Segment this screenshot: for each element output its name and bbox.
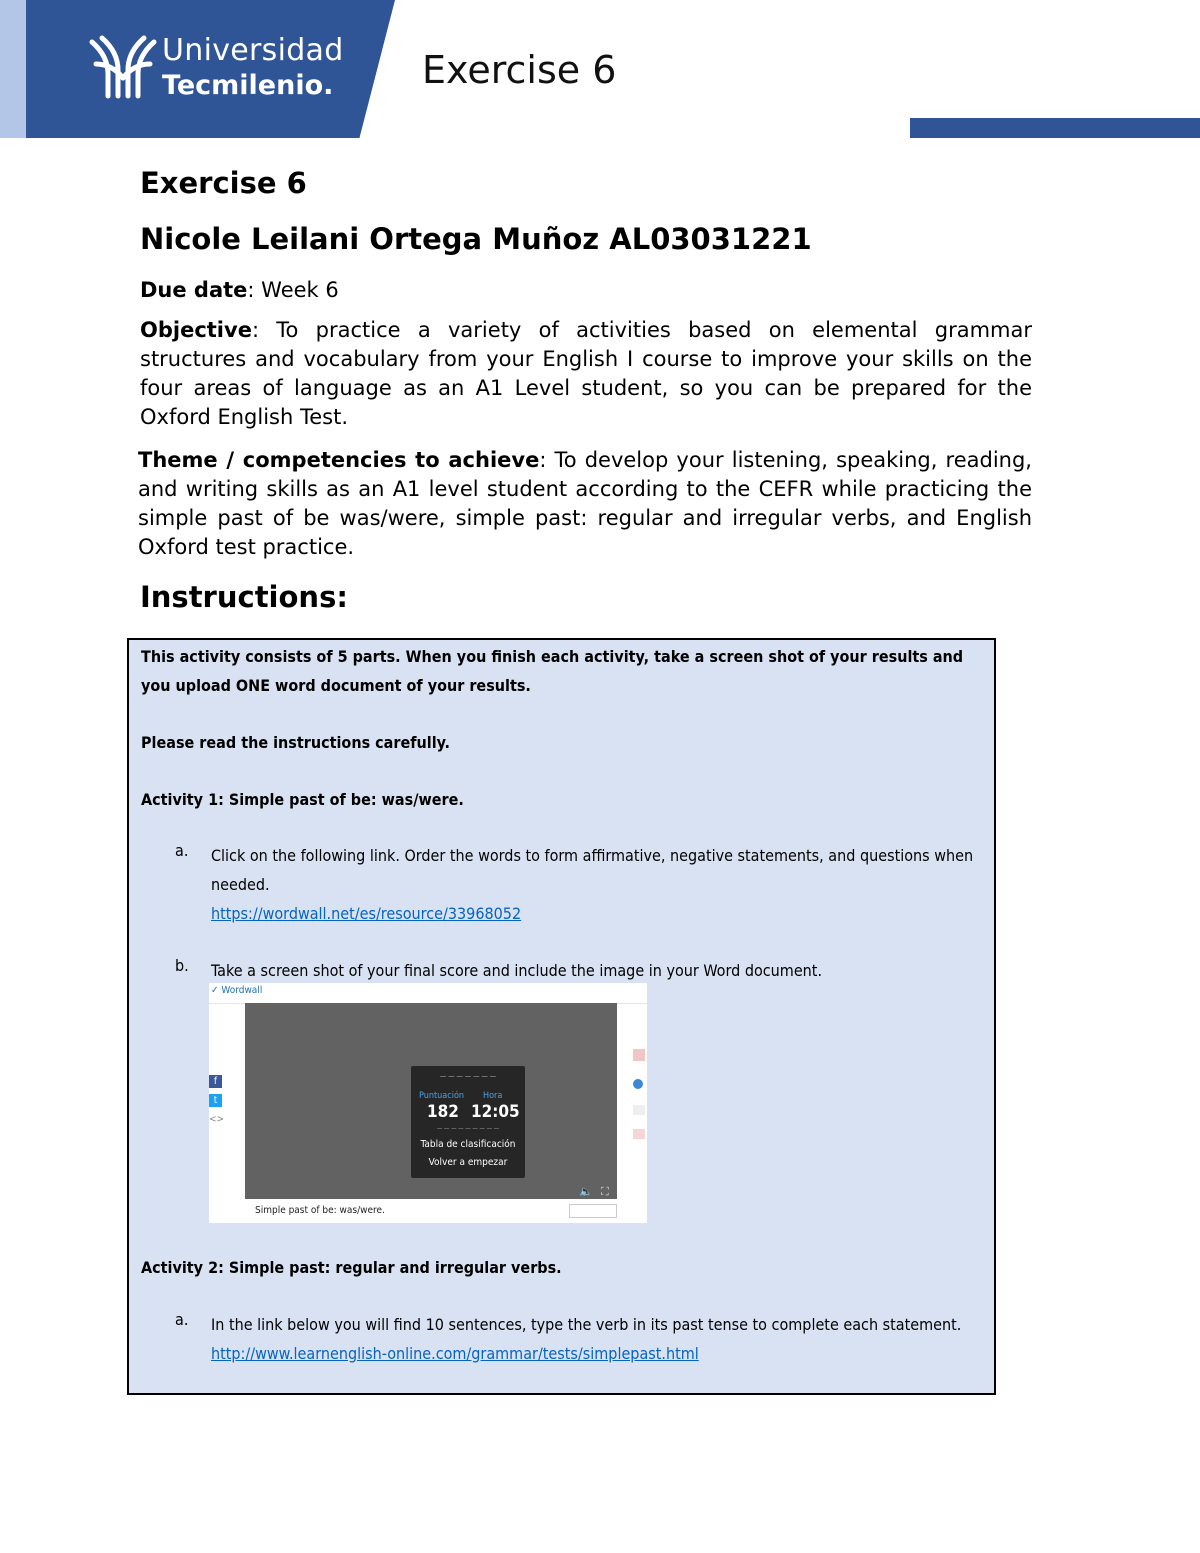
time-label: Hora: [483, 1091, 503, 1101]
facebook-icon: f: [209, 1075, 222, 1088]
read-carefully-text: Please read the instructions carefully.: [141, 733, 450, 752]
activity-2-item-a: [211, 1310, 985, 1368]
activity-2-title: Activity 2: Simple past: regular and irregular verbs.: [141, 1258, 562, 1277]
logo-line-1: Universidad: [162, 33, 344, 68]
game-area: [245, 1003, 617, 1199]
exercise-title: Exercise 6: [140, 166, 307, 200]
due-date: [140, 278, 1032, 302]
instructions-box: [127, 638, 996, 1395]
twitter-icon: t: [209, 1094, 222, 1107]
due-date-label: Due date: [140, 278, 248, 302]
instructions-heading: Instructions:: [140, 580, 348, 614]
wordwall-score-screenshot: [209, 983, 647, 1223]
university-logo-text: [162, 33, 344, 101]
screenshot-right-sidebar: [629, 1009, 647, 1199]
time-value: 12:05: [471, 1102, 520, 1122]
activity-1-item-a-text: Click on the following link. Order the words to form affirmative, negative statements, and questions when needed.: [211, 846, 974, 894]
university-logo-icon: [88, 34, 158, 100]
activity-1-title: Activity 1: Simple past of be: was/were.: [141, 790, 464, 809]
logo-accent-stripe: [0, 0, 26, 138]
score-value: 182: [427, 1102, 459, 1122]
screenshot-caption-bar: [245, 1199, 647, 1223]
wordwall-link[interactable]: https://wordwall.net/es/resource/33968052: [211, 904, 522, 923]
score-label: Puntuación: [419, 1091, 465, 1101]
theme-paragraph: [138, 446, 1032, 562]
share-icon: <>: [209, 1114, 225, 1125]
activity-2-item-a-text: In the link below you will find 10 sentences, type the verb in its past tense to complete each statement.: [211, 1315, 962, 1334]
theme-label: Theme / competencies to achieve: [138, 448, 540, 472]
learnenglish-link[interactable]: http://www.learnenglish-online.com/grammar/tests/simplepast.html: [211, 1344, 699, 1363]
wordwall-brand: ✓ Wordwall: [211, 985, 263, 996]
objective-paragraph: [140, 316, 1032, 432]
document-body: [140, 166, 1032, 614]
fullscreen-icon: ⛶: [601, 1185, 609, 1198]
page-header: [0, 0, 1200, 140]
header-title: Exercise 6: [422, 48, 617, 92]
share-icons: [209, 1075, 223, 1132]
activity-1-item-a: [211, 841, 985, 928]
objective-text: : To practice a variety of activities based on elemental grammar structures and vocabulary from your English I course to improve your skills on the four areas of language as an A1 Level student, so you can be prepared for the Oxford English Test.: [140, 318, 1032, 429]
intro-text: This activity consists of 5 parts. When you finish each activity, take a screen shot of your results and you upload ONE word document of your results.: [141, 647, 964, 695]
activity-1-item-b-text: Take a screen shot of your final score and include the image in your Word document.: [211, 961, 823, 980]
activity-1-item-a-marker: a.: [175, 841, 189, 860]
theme-text: : To develop your listening, speaking, reading, and writing skills as an A1 level student according to the CEFR while practicing the simple past of be was/were, simple past: regular and irregular verbs, and English Oxford test practice.: [138, 448, 1032, 559]
results-panel: [411, 1066, 525, 1178]
sound-icon: 🔈: [579, 1185, 593, 1198]
screenshot-caption: Simple past of be: was/were.: [255, 1205, 385, 1216]
results-panel-header: — — — — — — —: [439, 1072, 497, 1080]
screenshot-topbar: [209, 983, 647, 1004]
results-panel-divider: — — — — — — — — —: [436, 1125, 500, 1132]
student-name: Nicole Leilani Ortega Muñoz AL03031221: [140, 222, 812, 256]
due-date-value: : Week 6: [247, 278, 339, 302]
activity-1-item-b-marker: b.: [175, 956, 189, 975]
leaderboard-button[interactable]: Tabla de clasificación: [420, 1139, 516, 1150]
objective-label: Objective: [140, 318, 252, 342]
screenshot-small-button: [569, 1204, 617, 1218]
restart-button[interactable]: Volver a empezar: [428, 1157, 508, 1168]
activity-2-item-a-marker: a.: [175, 1310, 189, 1329]
logo-line-2: Tecmilenio.: [162, 70, 334, 101]
header-accent-bar: [910, 118, 1200, 138]
